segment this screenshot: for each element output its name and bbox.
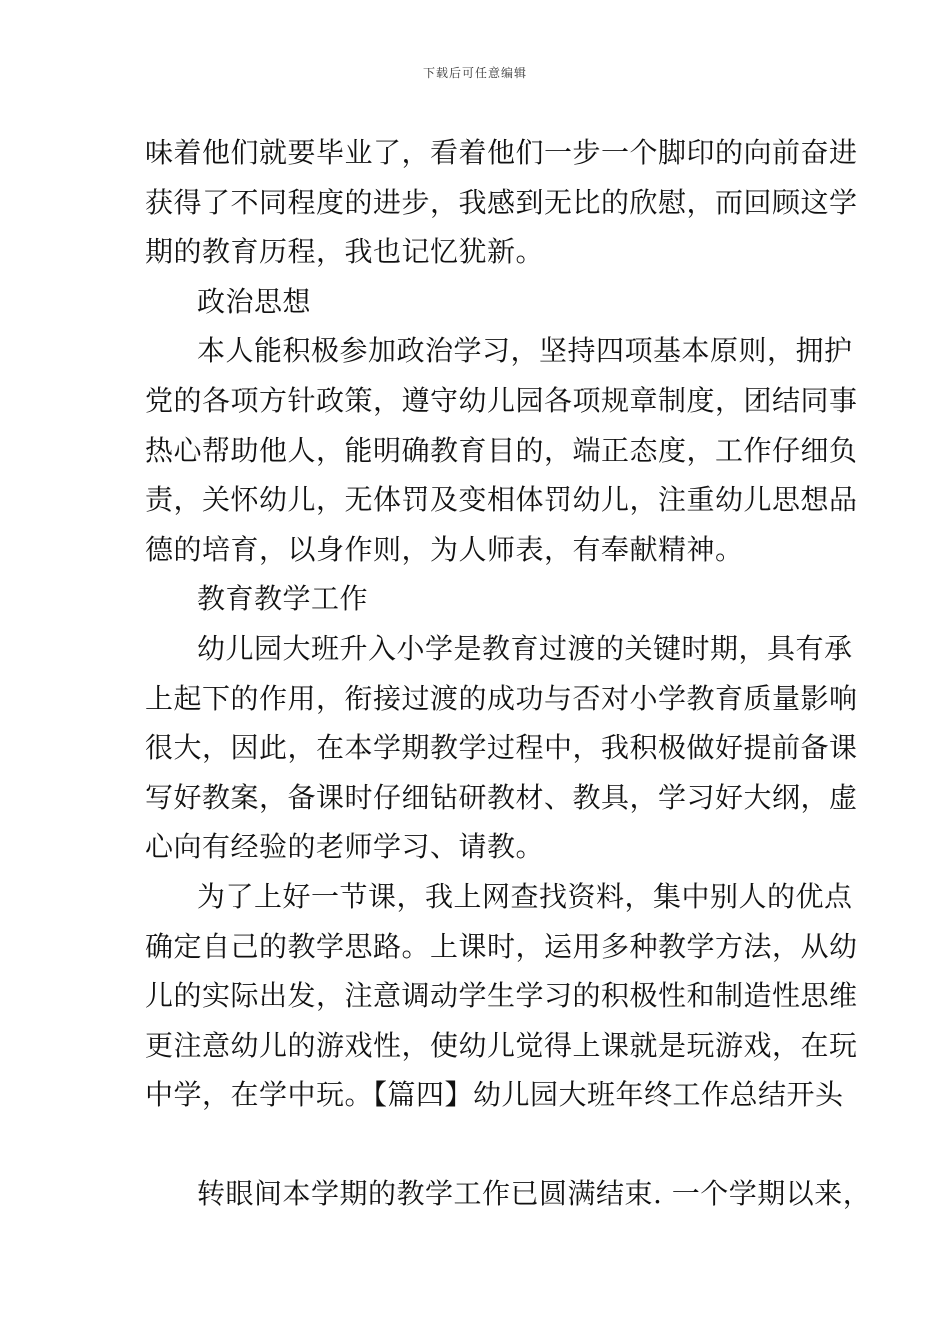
section-heading-teaching: 教育教学工作 [197, 582, 369, 616]
body-line: 很大，因此，在本学期教学过程中，我积极做好提前备课 [145, 731, 858, 765]
body-line: 期的教育历程，我也记忆犹新。 [145, 235, 545, 269]
body-line: 获得了不同程度的进步，我感到无比的欣慰，而回顾这学 [145, 185, 858, 219]
body-line: 心向有经验的老师学习、请教。 [145, 830, 545, 864]
page-header: 下载后可任意编辑 [422, 66, 527, 80]
body-line: 写好教案，备课时仔细钻研教材、教具，学习好大纲，虚 [145, 780, 858, 814]
body-line: 更注意幼儿的游戏性，使幼儿觉得上课就是玩游戏，在玩 [145, 1028, 858, 1062]
body-line: 为了上好一节课，我上网查找资料，集中别人的优点 [197, 879, 853, 913]
body-line: 热心帮助他人，能明确教育目的，端正态度，工作仔细负 [145, 433, 858, 467]
body-line: 德的培育，以身作则，为人师表，有奉献精神。 [145, 532, 744, 566]
body-line: 责，关怀幼儿，无体罚及变相体罚幼儿，注重幼儿思想品 [145, 483, 858, 517]
body-line: 本人能积极参加政治学习，坚持四项基本原则，拥护 [197, 334, 853, 368]
body-line: 味着他们就要毕业了，看着他们一步一个脚印的向前奋进 [145, 136, 858, 169]
body-line: 党的各项方针政策，遵守幼儿园各项规章制度，团结同事 [145, 383, 858, 417]
body-line: 中学，在学中玩。【篇四】幼儿园大班年终工作总结开头 [145, 1078, 844, 1112]
body-line: 确定自己的教学思路。上课时，运用多种教学方法，从幼 [145, 929, 858, 963]
section-heading-politics: 政治思想 [197, 284, 312, 318]
body-line: 幼儿园大班升入小学是教育过渡的关键时期，具有承 [197, 631, 853, 665]
document-body [145, 128, 872, 1219]
body-line: 儿的实际出发，注意调动学生学习的积极性和制造性思维 [145, 979, 858, 1013]
paragraph-gap [145, 1120, 810, 1170]
body-line: 转眼间本学期的教学工作已圆满结束. 一个学期以来， [197, 1177, 872, 1211]
body-line: 上起下的作用，衔接过渡的成功与否对小学教育质量影响 [145, 681, 858, 715]
